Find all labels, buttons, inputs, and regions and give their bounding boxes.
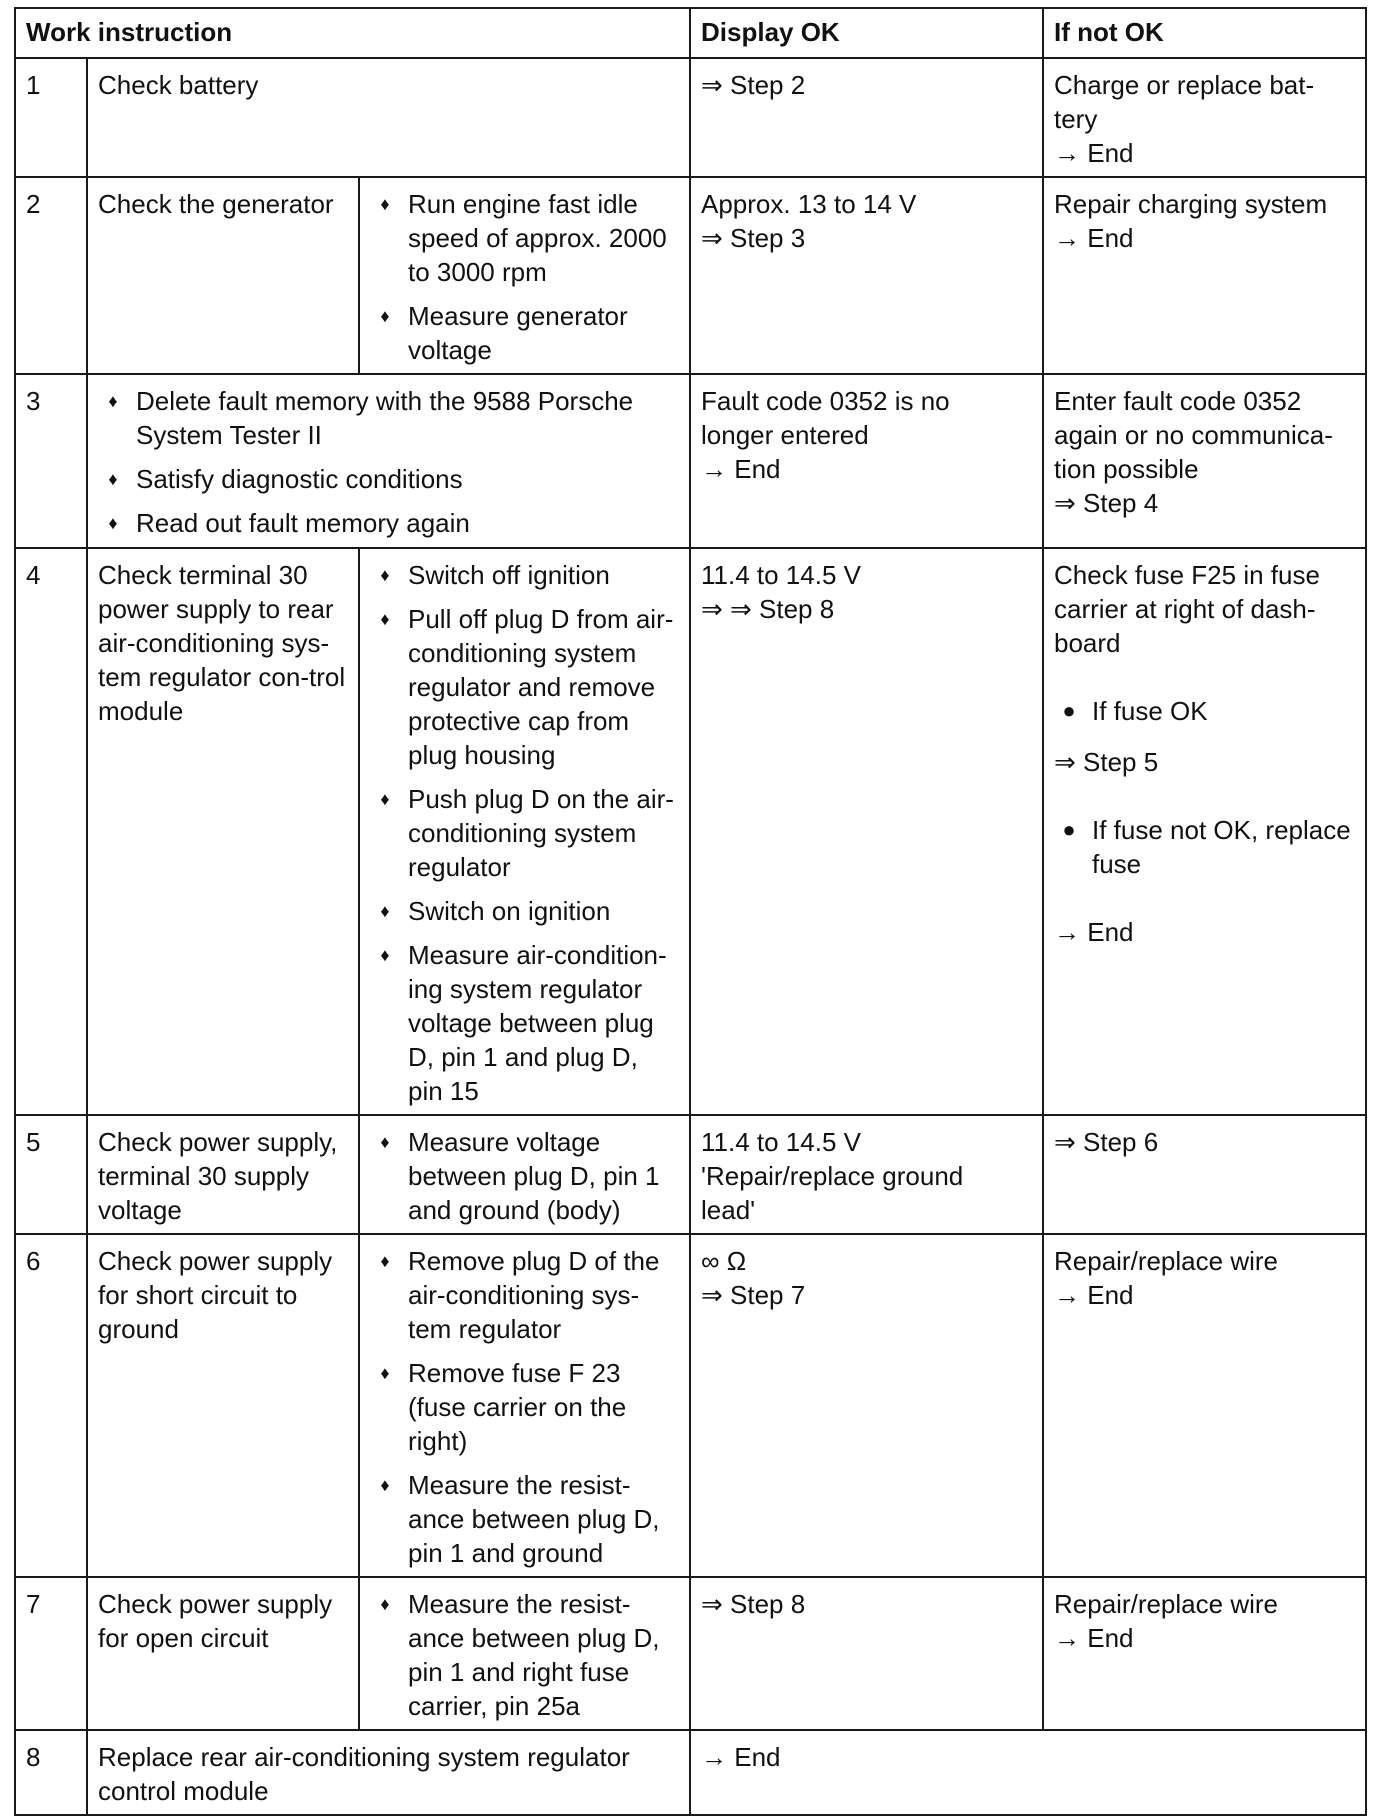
header-if-not-ok: If not OK bbox=[1043, 8, 1366, 58]
not-ok-line: Enter fault code 0352 bbox=[1054, 386, 1302, 416]
work-instruction-table bbox=[14, 7, 1367, 1816]
diamond-bullet-icon: ♦ bbox=[380, 609, 390, 629]
diamond-bullet-icon: ♦ bbox=[108, 391, 118, 411]
display-ok-cell bbox=[690, 548, 1043, 1115]
ok-line: Fault code 0352 is no bbox=[701, 386, 950, 416]
procedure-list bbox=[98, 384, 679, 540]
work-instruction-cell: Check the generator bbox=[87, 177, 359, 374]
header-display-ok: Display OK bbox=[690, 8, 1043, 58]
not-ok-line: ⇒ Step 6 bbox=[1054, 1127, 1159, 1157]
not-ok-line: → End bbox=[1054, 223, 1134, 253]
work-instruction-cell: Check power supply, terminal 30 supply voltage bbox=[87, 1115, 359, 1234]
diamond-bullet-icon: ♦ bbox=[380, 1363, 390, 1383]
not-ok-line: carrier at right of dash- bbox=[1054, 594, 1316, 624]
fuse-not-ok-item: ● If fuse not OK, replace fuse bbox=[1054, 813, 1355, 881]
ok-line: ∞ Ω bbox=[701, 1246, 747, 1276]
procedure-item: ♦ Measure the resist-ance between plug D, pin 1 and ground bbox=[370, 1468, 679, 1570]
procedure-list bbox=[370, 187, 679, 367]
display-ok-cell bbox=[690, 374, 1043, 548]
diamond-bullet-icon: ♦ bbox=[380, 306, 390, 326]
ok-line: 'Repair/replace ground bbox=[701, 1161, 964, 1191]
if-not-ok-cell bbox=[1043, 177, 1366, 374]
ok-line: ⇒ ⇒ Step 8 bbox=[701, 594, 835, 624]
not-ok-line: → End bbox=[1054, 138, 1134, 168]
display-ok-cell bbox=[690, 1234, 1043, 1577]
if-not-ok-cell bbox=[1043, 1234, 1366, 1577]
procedure-list bbox=[370, 558, 679, 1108]
work-instruction-cell: Check power supply for short circuit to ground bbox=[87, 1234, 359, 1577]
if-not-ok-cell bbox=[1043, 548, 1366, 1115]
procedure-cell bbox=[87, 374, 690, 548]
diamond-bullet-icon: ♦ bbox=[380, 1132, 390, 1152]
procedure-item: ♦ Run engine fast idle speed of approx. 2000 to 3000 rpm bbox=[370, 187, 679, 289]
not-ok-line: Check fuse F25 in fuse bbox=[1054, 560, 1320, 590]
step-number: 7 bbox=[15, 1577, 87, 1730]
not-ok-line: again or no communica- bbox=[1054, 420, 1333, 450]
header-work-instruction: Work instruction bbox=[15, 8, 690, 58]
diamond-bullet-icon: ♦ bbox=[108, 513, 118, 533]
fuse-check-list bbox=[1054, 694, 1355, 728]
table-row bbox=[15, 374, 1366, 548]
work-instruction-cell: Check terminal 30 power supply to rear air-conditioning sys-tem regulator con-trol module bbox=[87, 548, 359, 1115]
diamond-bullet-icon: ♦ bbox=[380, 945, 390, 965]
procedure-item: ♦ Remove fuse F 23 (fuse carrier on the right) bbox=[370, 1356, 679, 1458]
step-number: 1 bbox=[15, 58, 87, 177]
fuse-ok-next-step: ⇒ Step 5 bbox=[1054, 747, 1159, 777]
display-ok-cell bbox=[690, 1577, 1043, 1730]
not-ok-line: → End bbox=[1054, 1280, 1134, 1310]
table-row bbox=[15, 1234, 1366, 1577]
procedure-item: ♦ Measure air-condition-ing system regulator voltage between plug D, pin 1 and plug D, pin 15 bbox=[370, 938, 679, 1108]
if-not-ok-cell bbox=[1043, 1115, 1366, 1234]
not-ok-line: board bbox=[1054, 628, 1121, 658]
diamond-bullet-icon: ♦ bbox=[380, 565, 390, 585]
not-ok-line: ⇒ Step 4 bbox=[1054, 488, 1159, 518]
diamond-bullet-icon: ♦ bbox=[108, 469, 118, 489]
not-ok-line: Repair/replace wire bbox=[1054, 1589, 1278, 1619]
procedure-list bbox=[370, 1244, 679, 1570]
procedure-list bbox=[370, 1125, 679, 1227]
not-ok-line: Charge or replace bat- bbox=[1054, 70, 1315, 100]
ok-line: → End bbox=[701, 454, 781, 484]
ok-line: 11.4 to 14.5 V bbox=[701, 560, 861, 590]
diamond-bullet-icon: ♦ bbox=[380, 1594, 390, 1614]
procedure-item: ♦ Remove plug D of the air-conditioning sys-tem regulator bbox=[370, 1244, 679, 1346]
step-number: 3 bbox=[15, 374, 87, 548]
procedure-item: ♦ Pull off plug D from air-conditioning system regulator and remove protective cap from plug housing bbox=[370, 602, 679, 772]
procedure-list bbox=[370, 1587, 679, 1723]
ok-line: Approx. 13 to 14 V bbox=[701, 189, 917, 219]
table-row bbox=[15, 177, 1366, 374]
diamond-bullet-icon: ♦ bbox=[380, 901, 390, 921]
not-ok-line: tery bbox=[1054, 104, 1098, 134]
work-instruction-cell: Check battery bbox=[87, 58, 690, 177]
procedure-item: ♦ Push plug D on the air-conditioning system regulator bbox=[370, 782, 679, 884]
display-ok-cell bbox=[690, 177, 1043, 374]
ok-line: ⇒ Step 8 bbox=[701, 1589, 806, 1619]
diamond-bullet-icon: ♦ bbox=[380, 1251, 390, 1271]
dot-bullet-icon: ● bbox=[1062, 817, 1076, 842]
if-not-ok-cell bbox=[1043, 374, 1366, 548]
not-ok-line: Repair/replace wire bbox=[1054, 1246, 1278, 1276]
fuse-ok-item: ● If fuse OK bbox=[1054, 694, 1355, 728]
procedure-cell bbox=[359, 548, 690, 1115]
procedure-cell bbox=[359, 1115, 690, 1234]
not-ok-line: tion possible bbox=[1054, 454, 1199, 484]
display-ok-cell bbox=[690, 58, 1043, 177]
diamond-bullet-icon: ♦ bbox=[380, 1475, 390, 1495]
step-number: 5 bbox=[15, 1115, 87, 1234]
fuse-check-list bbox=[1054, 813, 1355, 881]
table-row bbox=[15, 1577, 1366, 1730]
procedure-cell bbox=[359, 1234, 690, 1577]
procedure-item: ♦ Read out fault memory again bbox=[98, 506, 679, 540]
display-ok-cell bbox=[690, 1730, 1366, 1815]
step-number: 2 bbox=[15, 177, 87, 374]
ok-line: ⇒ Step 7 bbox=[701, 1280, 806, 1310]
diamond-bullet-icon: ♦ bbox=[380, 789, 390, 809]
ok-line: ⇒ Step 2 bbox=[701, 70, 806, 100]
step-number: 6 bbox=[15, 1234, 87, 1577]
ok-line: 11.4 to 14.5 V bbox=[701, 1127, 861, 1157]
table-row bbox=[15, 1730, 1366, 1815]
procedure-item: ♦ Switch off ignition bbox=[370, 558, 679, 592]
step-number: 4 bbox=[15, 548, 87, 1115]
not-ok-end: → End bbox=[1054, 917, 1134, 947]
ok-line: longer entered bbox=[701, 420, 869, 450]
procedure-item: ♦ Delete fault memory with the 9588 Porsche System Tester II bbox=[98, 384, 679, 452]
procedure-item: ♦ Measure generator voltage bbox=[370, 299, 679, 367]
not-ok-line: Repair charging system bbox=[1054, 189, 1328, 219]
ok-line: lead' bbox=[701, 1195, 756, 1225]
if-not-ok-cell bbox=[1043, 1577, 1366, 1730]
ok-line: ⇒ Step 3 bbox=[701, 223, 806, 253]
ok-line: → End bbox=[701, 1742, 781, 1772]
procedure-item: ♦ Satisfy diagnostic conditions bbox=[98, 462, 679, 496]
dot-bullet-icon: ● bbox=[1062, 698, 1076, 723]
procedure-cell bbox=[359, 177, 690, 374]
work-instruction-cell: Check power supply for open circuit bbox=[87, 1577, 359, 1730]
table-row bbox=[15, 58, 1366, 177]
work-instruction-cell: Replace rear air-conditioning system regulator control module bbox=[87, 1730, 690, 1815]
table-row bbox=[15, 548, 1366, 1115]
not-ok-line: → End bbox=[1054, 1623, 1134, 1653]
if-not-ok-cell bbox=[1043, 58, 1366, 177]
step-number: 8 bbox=[15, 1730, 87, 1815]
procedure-item: ♦ Switch on ignition bbox=[370, 894, 679, 928]
procedure-cell bbox=[359, 1577, 690, 1730]
procedure-item: ♦ Measure voltage between plug D, pin 1 and ground (body) bbox=[370, 1125, 679, 1227]
diamond-bullet-icon: ♦ bbox=[380, 194, 390, 214]
table-row bbox=[15, 1115, 1366, 1234]
display-ok-cell bbox=[690, 1115, 1043, 1234]
procedure-item: ♦ Measure the resist-ance between plug D, pin 1 and right fuse carrier, pin 25a bbox=[370, 1587, 679, 1723]
header-row bbox=[15, 8, 1366, 58]
